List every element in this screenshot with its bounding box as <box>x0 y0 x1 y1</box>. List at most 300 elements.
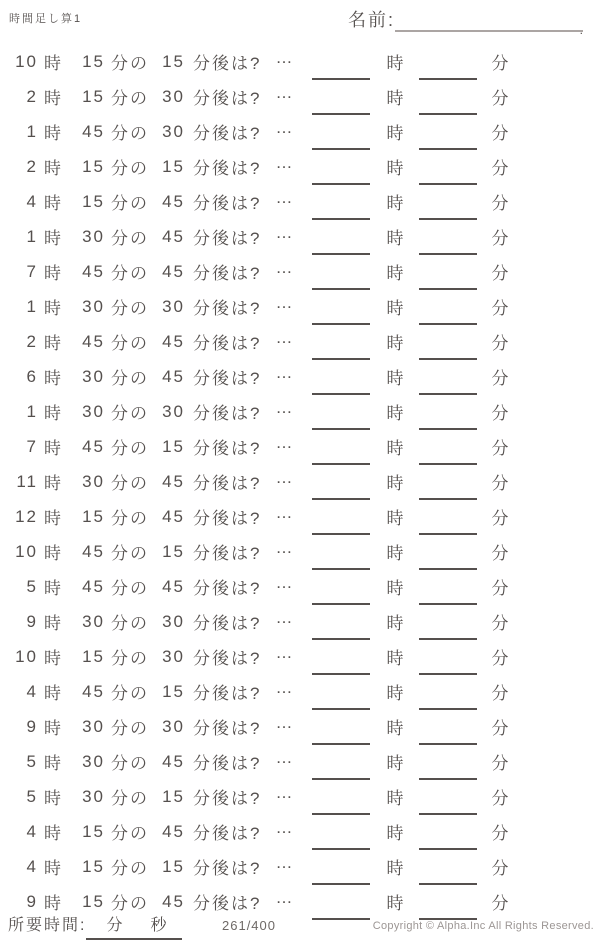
minute-of-label: 分の <box>111 229 149 248</box>
problem-minute-value: 45 <box>82 121 105 141</box>
problem-row <box>0 849 600 884</box>
answer-minute-blank[interactable] <box>419 342 477 360</box>
problem-hour-value: 9 <box>26 611 38 631</box>
answer-hour-unit-label: 時 <box>386 159 406 178</box>
hour-unit-label: 時 <box>44 719 63 738</box>
minute-of-label: 分の <box>111 894 149 913</box>
problem-hour-value: 4 <box>26 821 38 841</box>
problem-hour-value: 7 <box>26 436 38 456</box>
answer-minute-blank[interactable] <box>419 97 477 115</box>
hour-unit-label: 時 <box>44 124 63 143</box>
problem-hour-value: 1 <box>26 121 38 141</box>
answer-hour-unit-label: 時 <box>386 614 406 633</box>
answer-hour-unit-label: 時 <box>386 404 406 423</box>
answer-hour-blank[interactable] <box>312 727 370 745</box>
problem-row <box>0 184 600 219</box>
minutes-later-question-label: 分後は? <box>193 264 262 283</box>
answer-hour-blank[interactable] <box>312 377 370 395</box>
name-input-blank[interactable] <box>395 9 586 37</box>
ellipsis: … <box>275 222 295 242</box>
answer-hour-blank[interactable] <box>312 447 370 465</box>
answer-minute-unit-label: 分 <box>491 684 511 703</box>
problem-hour-value: 5 <box>26 751 38 771</box>
answer-hour-blank[interactable] <box>312 552 370 570</box>
problem-after-minutes-value: 15 <box>162 156 185 176</box>
problem-hour-value: 4 <box>26 191 38 211</box>
problem-after-minutes-value: 45 <box>162 576 185 596</box>
answer-hour-unit-label: 時 <box>386 369 406 388</box>
ellipsis: … <box>275 782 295 802</box>
minutes-later-question-label: 分後は? <box>193 159 262 178</box>
problem-row <box>0 44 600 79</box>
answer-minute-blank[interactable] <box>419 447 477 465</box>
answer-hour-unit-label: 時 <box>386 54 406 73</box>
ellipsis: … <box>275 502 295 522</box>
hour-unit-label: 時 <box>44 54 63 73</box>
minutes-later-question-label: 分後は? <box>193 684 262 703</box>
problem-row <box>0 534 600 569</box>
minutes-later-question-label: 分後は? <box>193 579 262 598</box>
page-number: 261/400 <box>222 918 276 933</box>
answer-hour-unit-label: 時 <box>386 299 406 318</box>
problem-row <box>0 219 600 254</box>
problem-minute-value: 30 <box>82 226 105 246</box>
problem-hour-value: 11 <box>16 471 38 491</box>
problem-minute-value: 45 <box>82 541 105 561</box>
minutes-later-question-label: 分後は? <box>193 894 262 913</box>
problem-hour-value: 10 <box>15 541 38 561</box>
answer-minute-blank[interactable] <box>419 657 477 675</box>
problem-minute-value: 45 <box>82 436 105 456</box>
minute-of-label: 分の <box>111 54 149 73</box>
answer-minute-blank[interactable] <box>419 692 477 710</box>
answer-minute-blank[interactable] <box>419 797 477 815</box>
answer-minute-unit-label: 分 <box>491 754 511 773</box>
answer-minute-blank[interactable] <box>419 762 477 780</box>
problem-minute-value: 15 <box>82 506 105 526</box>
minute-of-label: 分の <box>111 264 149 283</box>
problem-minute-value: 15 <box>82 86 105 106</box>
ellipsis: … <box>275 82 295 102</box>
minute-of-label: 分の <box>111 439 149 458</box>
answer-hour-unit-label: 時 <box>386 474 406 493</box>
problems-list <box>0 44 600 919</box>
hour-unit-label: 時 <box>44 684 63 703</box>
problem-after-minutes-value: 15 <box>162 541 185 561</box>
answer-hour-blank[interactable] <box>312 62 370 80</box>
answer-minute-blank[interactable] <box>419 307 477 325</box>
answer-minute-unit-label: 分 <box>491 859 511 878</box>
problem-after-minutes-value: 45 <box>162 891 185 911</box>
answer-hour-blank[interactable] <box>312 412 370 430</box>
required-time-label: 所要時間: <box>8 917 87 934</box>
problem-hour-value: 7 <box>26 261 38 281</box>
answer-hour-blank[interactable] <box>312 97 370 115</box>
problem-row <box>0 499 600 534</box>
minute-of-label: 分の <box>111 194 149 213</box>
hour-unit-label: 時 <box>44 859 63 878</box>
problem-minute-value: 45 <box>82 681 105 701</box>
problem-after-minutes-value: 30 <box>162 296 185 316</box>
answer-hour-blank[interactable] <box>312 587 370 605</box>
minutes-later-question-label: 分後は? <box>193 404 262 423</box>
answer-hour-unit-label: 時 <box>386 509 406 528</box>
problem-after-minutes-value: 45 <box>162 331 185 351</box>
hour-unit-label: 時 <box>44 404 63 423</box>
answer-minute-blank[interactable] <box>419 202 477 220</box>
answer-hour-unit-label: 時 <box>386 894 406 913</box>
minute-of-label: 分の <box>111 824 149 843</box>
minutes-later-question-label: 分後は? <box>193 544 262 563</box>
answer-minute-blank[interactable] <box>419 727 477 745</box>
problem-hour-value: 12 <box>15 506 38 526</box>
ellipsis: … <box>275 607 295 627</box>
second-unit-label: 秒 <box>150 917 169 934</box>
minute-of-label: 分の <box>111 369 149 388</box>
answer-minute-unit-label: 分 <box>491 229 511 248</box>
sheet-title: 時間足し算1 <box>9 13 83 25</box>
name-line-period: . <box>579 23 586 37</box>
answer-minute-blank[interactable] <box>419 832 477 850</box>
minutes-later-question-label: 分後は? <box>193 194 262 213</box>
hour-unit-label: 時 <box>44 614 63 633</box>
problem-after-minutes-value: 45 <box>162 191 185 211</box>
problem-row <box>0 639 600 674</box>
problem-hour-value: 1 <box>26 401 38 421</box>
answer-hour-blank[interactable] <box>312 237 370 255</box>
problem-hour-value: 5 <box>26 576 38 596</box>
hour-unit-label: 時 <box>44 789 63 808</box>
hour-unit-label: 時 <box>44 299 63 318</box>
problem-row <box>0 149 600 184</box>
answer-minute-unit-label: 分 <box>491 719 511 738</box>
problem-hour-value: 1 <box>26 226 38 246</box>
answer-hour-unit-label: 時 <box>386 754 406 773</box>
problem-after-minutes-value: 30 <box>162 646 185 666</box>
problem-row <box>0 254 600 289</box>
problem-row <box>0 709 600 744</box>
problem-hour-value: 6 <box>26 366 38 386</box>
ellipsis: … <box>275 292 295 312</box>
problem-minute-value: 15 <box>82 156 105 176</box>
problem-minute-value: 45 <box>82 261 105 281</box>
hour-unit-label: 時 <box>44 194 63 213</box>
problem-row <box>0 814 600 849</box>
problem-minute-value: 30 <box>82 366 105 386</box>
answer-hour-blank[interactable] <box>312 342 370 360</box>
problem-after-minutes-value: 15 <box>162 436 185 456</box>
answer-minute-unit-label: 分 <box>491 124 511 143</box>
answer-hour-blank[interactable] <box>312 482 370 500</box>
problem-after-minutes-value: 45 <box>162 471 185 491</box>
minutes-later-question-label: 分後は? <box>193 509 262 528</box>
ellipsis: … <box>275 537 295 557</box>
problem-minute-value: 15 <box>82 51 105 71</box>
answer-hour-unit-label: 時 <box>386 194 406 213</box>
hour-unit-label: 時 <box>44 509 63 528</box>
problem-hour-value: 4 <box>26 681 38 701</box>
minutes-later-question-label: 分後は? <box>193 369 262 388</box>
hour-unit-label: 時 <box>44 474 63 493</box>
problem-minute-value: 45 <box>82 576 105 596</box>
answer-minute-unit-label: 分 <box>491 369 511 388</box>
minute-of-label: 分の <box>111 404 149 423</box>
minutes-later-question-label: 分後は? <box>193 334 262 353</box>
problem-minute-value: 30 <box>82 786 105 806</box>
ellipsis: … <box>275 152 295 172</box>
ellipsis: … <box>275 887 295 907</box>
minute-of-label: 分の <box>111 124 149 143</box>
ellipsis: … <box>275 817 295 837</box>
copyright-text: Copyright © Alpha.Inc All Rights Reserved. <box>372 920 594 932</box>
answer-minute-unit-label: 分 <box>491 894 511 913</box>
minute-unit-label: 分 <box>106 917 125 934</box>
hour-unit-label: 時 <box>44 89 63 108</box>
answer-minute-blank[interactable] <box>419 272 477 290</box>
minutes-later-question-label: 分後は? <box>193 474 262 493</box>
answer-minute-unit-label: 分 <box>491 474 511 493</box>
answer-hour-unit-label: 時 <box>386 439 406 458</box>
problem-hour-value: 4 <box>26 856 38 876</box>
hour-unit-label: 時 <box>44 159 63 178</box>
minute-of-label: 分の <box>111 159 149 178</box>
minutes-later-question-label: 分後は? <box>193 54 262 73</box>
answer-hour-blank[interactable] <box>312 272 370 290</box>
minute-of-label: 分の <box>111 509 149 528</box>
answer-minute-unit-label: 分 <box>491 614 511 633</box>
problem-after-minutes-value: 30 <box>162 401 185 421</box>
answer-hour-unit-label: 時 <box>386 264 406 283</box>
minutes-later-question-label: 分後は? <box>193 649 262 668</box>
minutes-later-question-label: 分後は? <box>193 124 262 143</box>
answer-minute-blank[interactable] <box>419 552 477 570</box>
ellipsis: … <box>275 327 295 347</box>
problem-after-minutes-value: 15 <box>162 51 185 71</box>
answer-hour-blank[interactable] <box>312 167 370 185</box>
minute-of-label: 分の <box>111 684 149 703</box>
required-time-blank[interactable] <box>86 912 182 940</box>
answer-minute-unit-label: 分 <box>491 579 511 598</box>
answer-minute-unit-label: 分 <box>491 439 511 458</box>
problem-row <box>0 394 600 429</box>
problem-row <box>0 324 600 359</box>
problem-after-minutes-value: 45 <box>162 821 185 841</box>
problem-row <box>0 674 600 709</box>
problem-after-minutes-value: 30 <box>162 86 185 106</box>
answer-minute-blank[interactable] <box>419 237 477 255</box>
answer-hour-blank[interactable] <box>312 832 370 850</box>
problem-after-minutes-value: 15 <box>162 786 185 806</box>
problem-after-minutes-value: 30 <box>162 611 185 631</box>
problem-hour-value: 2 <box>26 156 38 176</box>
problem-after-minutes-value: 45 <box>162 366 185 386</box>
minutes-later-question-label: 分後は? <box>193 614 262 633</box>
problem-row <box>0 744 600 779</box>
minute-of-label: 分の <box>111 474 149 493</box>
answer-hour-unit-label: 時 <box>386 579 406 598</box>
answer-minute-unit-label: 分 <box>491 824 511 843</box>
problem-row <box>0 569 600 604</box>
minute-of-label: 分の <box>111 859 149 878</box>
minute-of-label: 分の <box>111 719 149 738</box>
problem-minute-value: 30 <box>82 296 105 316</box>
minute-of-label: 分の <box>111 789 149 808</box>
answer-hour-unit-label: 時 <box>386 719 406 738</box>
minutes-later-question-label: 分後は? <box>193 719 262 738</box>
hour-unit-label: 時 <box>44 544 63 563</box>
problem-hour-value: 9 <box>26 891 38 911</box>
answer-hour-unit-label: 時 <box>386 89 406 108</box>
problem-hour-value: 5 <box>26 786 38 806</box>
answer-minute-blank[interactable] <box>419 377 477 395</box>
problem-row <box>0 429 600 464</box>
answer-hour-blank[interactable] <box>312 132 370 150</box>
answer-minute-unit-label: 分 <box>491 789 511 808</box>
problem-hour-value: 1 <box>26 296 38 316</box>
minutes-later-question-label: 分後は? <box>193 754 262 773</box>
problem-after-minutes-value: 30 <box>162 121 185 141</box>
problem-minute-value: 15 <box>82 191 105 211</box>
answer-minute-blank[interactable] <box>419 587 477 605</box>
problem-after-minutes-value: 15 <box>162 681 185 701</box>
problem-hour-value: 2 <box>26 331 38 351</box>
minutes-later-question-label: 分後は? <box>193 859 262 878</box>
problem-minute-value: 30 <box>82 716 105 736</box>
ellipsis: … <box>275 257 295 277</box>
ellipsis: … <box>275 187 295 207</box>
name-field-row <box>348 6 586 37</box>
ellipsis: … <box>275 47 295 67</box>
answer-minute-blank[interactable] <box>419 412 477 430</box>
problem-minute-value: 15 <box>82 856 105 876</box>
name-label: 名前: <box>348 10 396 30</box>
problem-after-minutes-value: 45 <box>162 226 185 246</box>
answer-minute-blank[interactable] <box>419 517 477 535</box>
minute-of-label: 分の <box>111 754 149 773</box>
ellipsis: … <box>275 572 295 592</box>
answer-hour-blank[interactable] <box>312 307 370 325</box>
problem-row <box>0 79 600 114</box>
ellipsis: … <box>275 852 295 872</box>
answer-hour-unit-label: 時 <box>386 789 406 808</box>
answer-minute-blank[interactable] <box>419 62 477 80</box>
problem-row <box>0 359 600 394</box>
answer-hour-blank[interactable] <box>312 657 370 675</box>
answer-hour-unit-label: 時 <box>386 544 406 563</box>
problem-minute-value: 45 <box>82 331 105 351</box>
answer-hour-unit-label: 時 <box>386 859 406 878</box>
answer-minute-unit-label: 分 <box>491 89 511 108</box>
answer-hour-blank[interactable] <box>312 867 370 885</box>
ellipsis: … <box>275 747 295 767</box>
problem-after-minutes-value: 15 <box>162 856 185 876</box>
problem-row <box>0 289 600 324</box>
problem-hour-value: 9 <box>26 716 38 736</box>
problem-hour-value: 2 <box>26 86 38 106</box>
minute-of-label: 分の <box>111 299 149 318</box>
answer-hour-blank[interactable] <box>312 797 370 815</box>
hour-unit-label: 時 <box>44 894 63 913</box>
minute-of-label: 分の <box>111 544 149 563</box>
minute-of-label: 分の <box>111 649 149 668</box>
minute-of-label: 分の <box>111 334 149 353</box>
answer-minute-blank[interactable] <box>419 867 477 885</box>
hour-unit-label: 時 <box>44 264 63 283</box>
problem-row <box>0 779 600 814</box>
answer-minute-unit-label: 分 <box>491 649 511 668</box>
ellipsis: … <box>275 117 295 137</box>
minutes-later-question-label: 分後は? <box>193 439 262 458</box>
answer-minute-unit-label: 分 <box>491 264 511 283</box>
answer-minute-blank[interactable] <box>419 132 477 150</box>
problem-hour-value: 10 <box>15 51 38 71</box>
hour-unit-label: 時 <box>44 369 63 388</box>
ellipsis: … <box>275 712 295 732</box>
hour-unit-label: 時 <box>44 579 63 598</box>
minutes-later-question-label: 分後は? <box>193 789 262 808</box>
hour-unit-label: 時 <box>44 649 63 668</box>
answer-hour-unit-label: 時 <box>386 824 406 843</box>
required-time-row <box>8 912 182 940</box>
problem-row <box>0 114 600 149</box>
problem-minute-value: 30 <box>82 471 105 491</box>
hour-unit-label: 時 <box>44 439 63 458</box>
answer-minute-unit-label: 分 <box>491 334 511 353</box>
answer-hour-blank[interactable] <box>312 692 370 710</box>
answer-hour-blank[interactable] <box>312 762 370 780</box>
answer-hour-unit-label: 時 <box>386 684 406 703</box>
answer-minute-blank[interactable] <box>419 482 477 500</box>
answer-hour-blank[interactable] <box>312 517 370 535</box>
answer-minute-unit-label: 分 <box>491 54 511 73</box>
hour-unit-label: 時 <box>44 754 63 773</box>
problem-after-minutes-value: 30 <box>162 716 185 736</box>
hour-unit-label: 時 <box>44 334 63 353</box>
answer-hour-blank[interactable] <box>312 622 370 640</box>
answer-minute-blank[interactable] <box>419 167 477 185</box>
problem-after-minutes-value: 45 <box>162 751 185 771</box>
hour-unit-label: 時 <box>44 229 63 248</box>
problem-minute-value: 30 <box>82 751 105 771</box>
problem-minute-value: 30 <box>82 611 105 631</box>
answer-hour-blank[interactable] <box>312 202 370 220</box>
minute-of-label: 分の <box>111 89 149 108</box>
answer-minute-unit-label: 分 <box>491 404 511 423</box>
problem-minute-value: 15 <box>82 821 105 841</box>
answer-minute-unit-label: 分 <box>491 299 511 318</box>
answer-hour-unit-label: 時 <box>386 124 406 143</box>
answer-minute-unit-label: 分 <box>491 194 511 213</box>
problem-after-minutes-value: 45 <box>162 506 185 526</box>
answer-minute-unit-label: 分 <box>491 544 511 563</box>
footer <box>0 908 600 948</box>
minute-of-label: 分の <box>111 614 149 633</box>
answer-minute-blank[interactable] <box>419 622 477 640</box>
answer-hour-unit-label: 時 <box>386 649 406 668</box>
problem-minute-value: 15 <box>82 646 105 666</box>
problem-hour-value: 10 <box>15 646 38 666</box>
minutes-later-question-label: 分後は? <box>193 229 262 248</box>
answer-hour-unit-label: 時 <box>386 334 406 353</box>
ellipsis: … <box>275 467 295 487</box>
hour-unit-label: 時 <box>44 824 63 843</box>
answer-minute-unit-label: 分 <box>491 509 511 528</box>
ellipsis: … <box>275 642 295 662</box>
answer-hour-unit-label: 時 <box>386 229 406 248</box>
ellipsis: … <box>275 362 295 382</box>
minutes-later-question-label: 分後は? <box>193 89 262 108</box>
minutes-later-question-label: 分後は? <box>193 299 262 318</box>
